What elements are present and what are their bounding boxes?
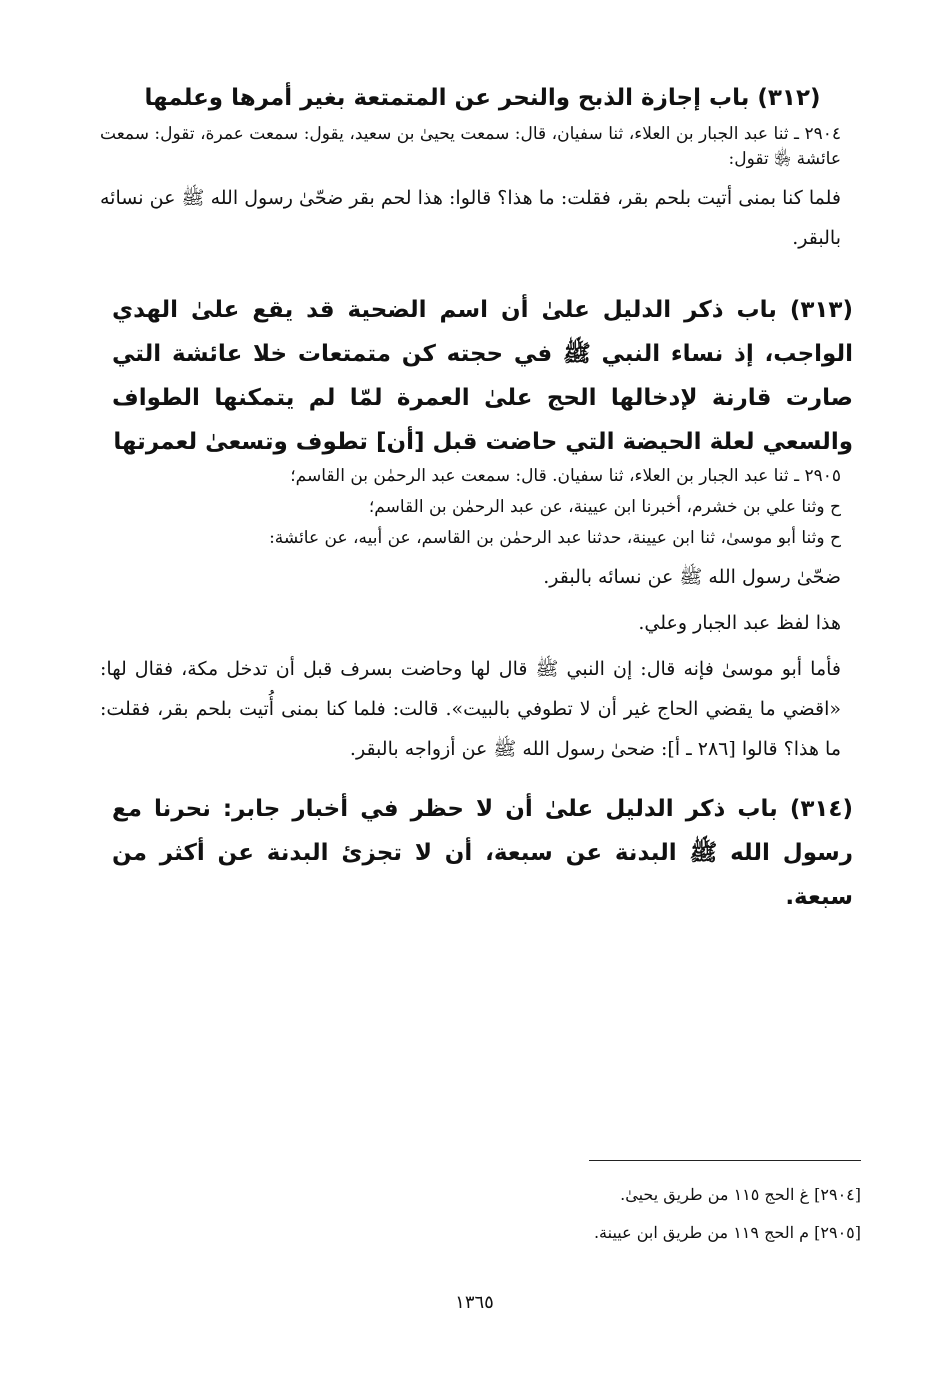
isnad-2905-c: ح وثنا أبو موسىٰ، ثنا ابن عيينة، حدثنا عبد الرحمٰن بن القاسم، عن أبيه، عن عائشة:: [269, 528, 841, 548]
abu-musa-narration: فأما أبو موسىٰ فإنه قال: إن النبي ﷺ قال لها وحاضت بسرف قبل أن تدخل مكة، فقال لها: «اقضي ما يقضي الحاج غير أن لا تطوفي بالبيت». قالت: فلما كنا بمنى أُتيت بلحم بقر، فقلت: ما هذا؟ قالوا [٢٨٦ ـ أ]: ضحىٰ رسول الله ﷺ عن أزواجه بالبقر.: [100, 658, 841, 760]
chapter-heading-313: (٣١٣) باب ذكر الدليل علىٰ أن اسم الضحية قد يقع علىٰ الهدي الواجب، إذ نساء النبي ﷺ في حجته كن متمتعات خلا عائشة التي صارت قارنة لإدخالها الحج علىٰ العمرة لمّا لم يتمكنها الطواف والسعي لعلة الحيضة التي حاضت قبل [أن] تطوف وتسعىٰ لعمرتها: [112, 297, 853, 455]
footnote-divider: [589, 1160, 861, 1161]
isnad-2905-a: ٢٩٠٥ ـ ثنا عبد الجبار بن العلاء، ثنا سفيان. قال: سمعت عبد الرحمٰن بن القاسم؛: [290, 466, 841, 486]
footnotes: [261, 1176, 861, 1252]
isnad-2905-b: ح وثنا علي بن خشرم، أخبرنا ابن عيينة، عن عبد الرحمٰن بن القاسم؛: [368, 497, 841, 517]
footnote-2905: [٢٩٠٥] م الحج ١١٩ من طريق ابن عيينة.: [593, 1223, 861, 1242]
footnote-2904: [٢٩٠٤] غ الحج ١١٥ من طريق يحيىٰ.: [620, 1185, 861, 1204]
lafz-note: هذا لفظ عبد الجبار وعلي.: [638, 612, 841, 634]
chapter-heading-314: (٣١٤) باب ذكر الدليل علىٰ أن لا حظر في أخبار جابر: نحرنا مع رسول الله ﷺ البدنة عن سبعة، أن لا تجزئ البدنة عن أكثر من سبعة.: [112, 796, 853, 910]
chapter-heading-312: (٣١٢) باب إجازة الذبح والنحر عن المتمتعة بغير أمرها وعلمها: [144, 85, 821, 111]
page-number: ١٣٦٥: [455, 1292, 494, 1313]
page-content: [100, 76, 865, 919]
isnad-2904: ٢٩٠٤ ـ ثنا عبد الجبار بن العلاء، ثنا سفيان، قال: سمعت يحيىٰ بن سعيد، يقول: سمعت عمرة، تقول: سمعت عائشة ﵂ تقول:: [100, 124, 841, 169]
matn-2904: فلما كنا بمنى أتيت بلحم بقر، فقلت: ما هذا؟ قالوا: هذا لحم بقر ضحّىٰ رسول الله ﷺ عن نسائه بالبقر.: [100, 187, 841, 249]
matn-2905: ضحّىٰ رسول الله ﷺ عن نسائه بالبقر.: [543, 566, 841, 588]
